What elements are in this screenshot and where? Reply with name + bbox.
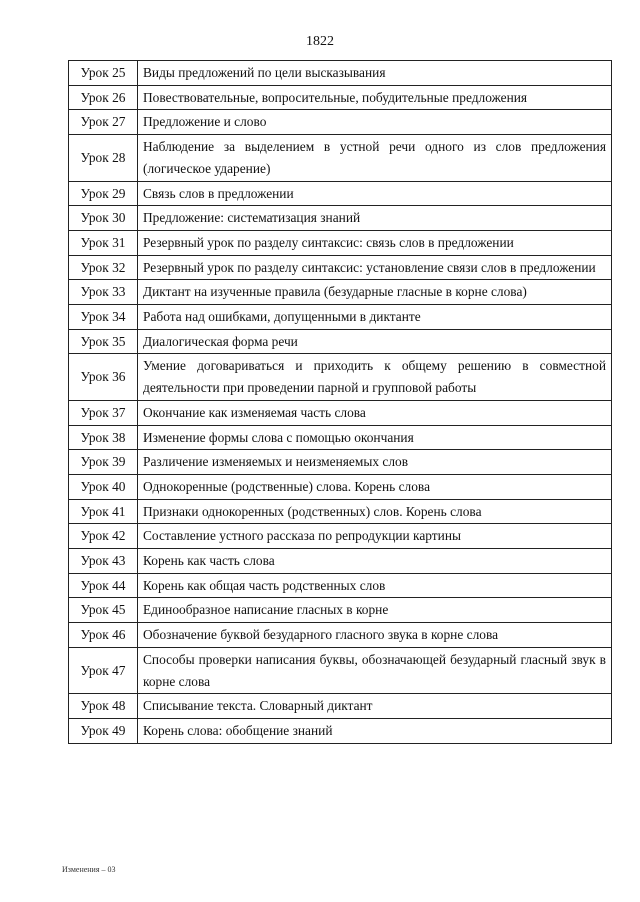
lesson-topic: Работа над ошибками, допущенными в диктанте: [138, 305, 612, 330]
table-row: [69, 598, 612, 623]
table-row: [69, 647, 612, 693]
lesson-topic: Наблюдение за выделением в устной речи одного из слов предложения (логическое ударение): [138, 135, 612, 181]
lesson-number: Урок 38: [69, 425, 138, 450]
lesson-topic: Резервный урок по разделу синтаксис: связь слов в предложении: [138, 230, 612, 255]
lesson-topic: Предложение и слово: [138, 110, 612, 135]
table-row: [69, 305, 612, 330]
lesson-number: Урок 48: [69, 694, 138, 719]
lesson-number: Урок 37: [69, 400, 138, 425]
lesson-topic: Корень слова: обобщение знаний: [138, 718, 612, 743]
table-row: [69, 61, 612, 86]
lesson-topic: Резервный урок по разделу синтаксис: установление связи слов в предложении: [138, 255, 612, 280]
table-row: [69, 280, 612, 305]
table-row: [69, 718, 612, 743]
lesson-topic: Составление устного рассказа по репродукции картины: [138, 524, 612, 549]
lesson-number: Урок 33: [69, 280, 138, 305]
lesson-number: Урок 27: [69, 110, 138, 135]
lesson-number: Урок 40: [69, 474, 138, 499]
lesson-topic: Предложение: систематизация знаний: [138, 206, 612, 231]
lesson-number: Урок 36: [69, 354, 138, 400]
lesson-topic: Окончание как изменяемая часть слова: [138, 400, 612, 425]
lesson-topic: Различение изменяемых и неизменяемых слов: [138, 450, 612, 475]
lesson-number: Урок 42: [69, 524, 138, 549]
lesson-topic: Изменение формы слова с помощью окончания: [138, 425, 612, 450]
lesson-number: Урок 39: [69, 450, 138, 475]
lesson-topic: Единообразное написание гласных в корне: [138, 598, 612, 623]
table-row: [69, 694, 612, 719]
lesson-topic: Корень как общая часть родственных слов: [138, 573, 612, 598]
table-row: [69, 499, 612, 524]
lesson-number: Урок 35: [69, 329, 138, 354]
table-row: [69, 110, 612, 135]
lesson-topic: Способы проверки написания буквы, обозначающей безударный гласный звук в корне слова: [138, 647, 612, 693]
footer-revision: Изменения – 03: [62, 865, 116, 874]
lesson-number: Урок 43: [69, 549, 138, 574]
lesson-topic: Обозначение буквой безударного гласного звука в корне слова: [138, 623, 612, 648]
lesson-number: Урок 26: [69, 85, 138, 110]
lesson-number: Урок 30: [69, 206, 138, 231]
lesson-number: Урок 32: [69, 255, 138, 280]
lesson-topic: Диктант на изученные правила (безударные гласные в корне слова): [138, 280, 612, 305]
lesson-number: Урок 49: [69, 718, 138, 743]
table-row: [69, 255, 612, 280]
lesson-topic: Однокоренные (родственные) слова. Корень слова: [138, 474, 612, 499]
table-row: [69, 623, 612, 648]
table-row: [69, 206, 612, 231]
table-row: [69, 85, 612, 110]
table-row: [69, 230, 612, 255]
table-row: [69, 524, 612, 549]
lesson-number: Урок 29: [69, 181, 138, 206]
table-row: [69, 425, 612, 450]
table-row: [69, 329, 612, 354]
table-row: [69, 354, 612, 400]
table-row: [69, 181, 612, 206]
lesson-topic: Корень как часть слова: [138, 549, 612, 574]
lesson-table-body: [69, 61, 612, 744]
lesson-number: Урок 44: [69, 573, 138, 598]
lesson-number: Урок 31: [69, 230, 138, 255]
table-row: [69, 450, 612, 475]
lesson-topic: Признаки однокоренных (родственных) слов. Корень слова: [138, 499, 612, 524]
lesson-table: [68, 60, 612, 744]
lesson-number: Урок 41: [69, 499, 138, 524]
table-row: [69, 549, 612, 574]
table-row: [69, 573, 612, 598]
lesson-number: Урок 28: [69, 135, 138, 181]
page-number: 1822: [306, 34, 334, 49]
lesson-topic: Связь слов в предложении: [138, 181, 612, 206]
lesson-number: Урок 34: [69, 305, 138, 330]
lesson-topic: Повествовательные, вопросительные, побудительные предложения: [138, 85, 612, 110]
lesson-number: Урок 25: [69, 61, 138, 86]
lesson-number: Урок 47: [69, 647, 138, 693]
lesson-topic: Умение договариваться и приходить к общему решению в совместной деятельности при проведении парной и групповой работы: [138, 354, 612, 400]
table-row: [69, 474, 612, 499]
lesson-number: Урок 46: [69, 623, 138, 648]
table-row: [69, 400, 612, 425]
lesson-topic: Виды предложений по цели высказывания: [138, 61, 612, 86]
lesson-number: Урок 45: [69, 598, 138, 623]
lesson-topic: Списывание текста. Словарный диктант: [138, 694, 612, 719]
table-row: [69, 135, 612, 181]
lesson-topic: Диалогическая форма речи: [138, 329, 612, 354]
